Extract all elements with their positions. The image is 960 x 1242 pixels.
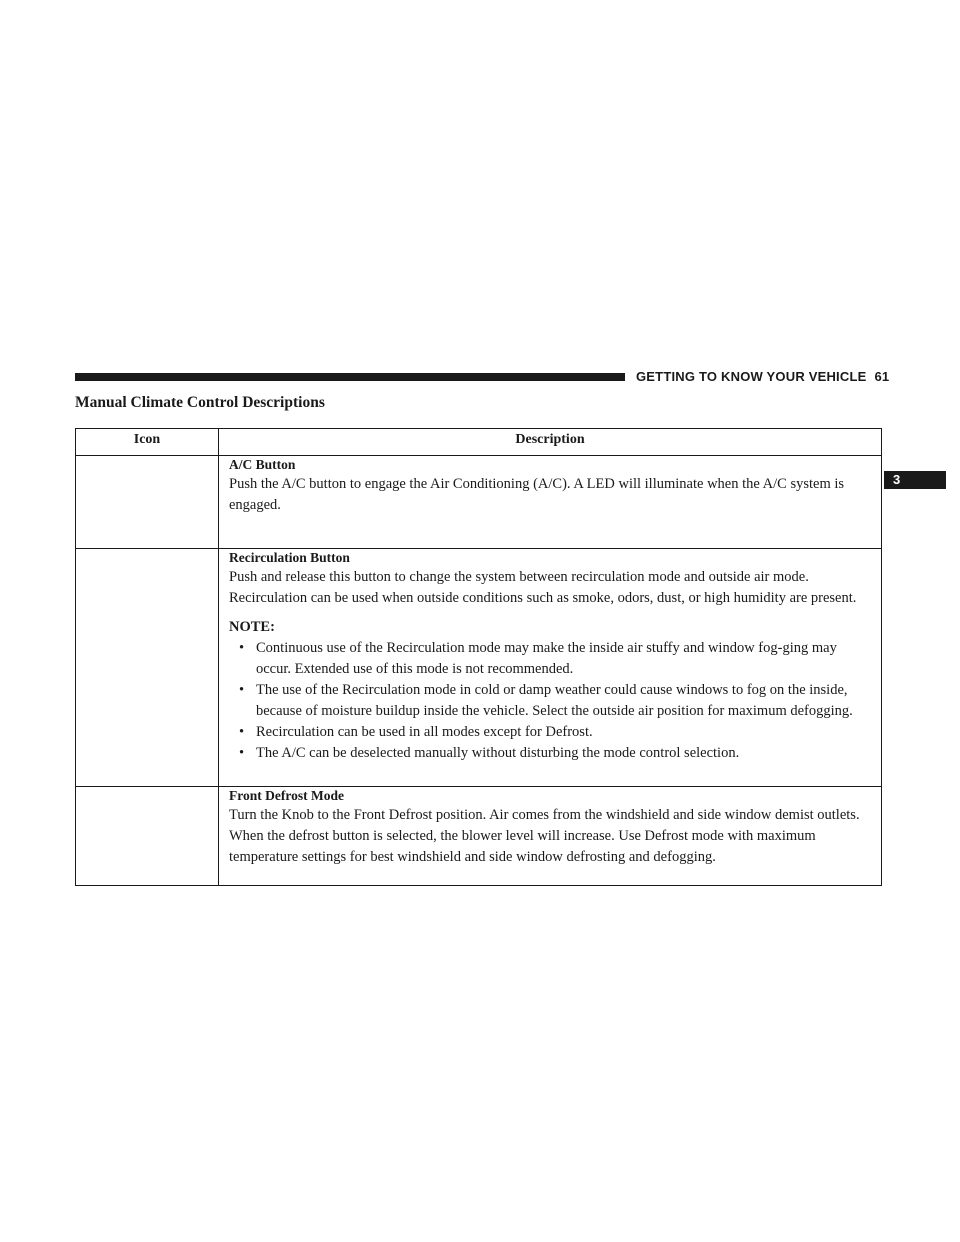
table-row-front-defrost xyxy=(76,787,882,886)
page-number: 61 xyxy=(874,369,890,384)
description-cell-ac xyxy=(219,456,882,549)
row-title-ac: A/C Button xyxy=(229,457,296,472)
description-cell-defrost xyxy=(219,787,882,886)
icon-cell-ac xyxy=(76,456,219,549)
table-header-row xyxy=(76,429,882,456)
list-item: • The A/C can be deselected manually without disturbing the mode control selection. xyxy=(229,743,873,764)
row-title-defrost: Front Defrost Mode xyxy=(229,788,344,803)
list-item: • The use of the Recirculation mode in cold or damp weather could cause windows to fog on the inside, because of moisture buildup inside the vehicle. Select the outside air position for maximum defogging. xyxy=(229,680,873,722)
section-title: Manual Climate Control Descriptions xyxy=(75,394,325,411)
table-row-ac-button xyxy=(76,456,882,549)
running-header xyxy=(636,367,889,387)
row-body-defrost: Turn the Knob to the Front Defrost position. Air comes from the windshield and side window demist outlets. When the defrost button is selected, the blower level will increase. Use Defrost mode with maximum temperature settings for best windshield and side window defrosting and defogging. xyxy=(229,807,860,865)
list-item: • Recirculation can be used in all modes except for Defrost. xyxy=(229,722,873,743)
row-body-recirculation: Push and release this button to change the system between recirculation mode and outside air mode. Recirculation can be used when outside conditions such as smoke, odors, dust, or high humidity are present. xyxy=(229,569,857,606)
climate-control-table xyxy=(75,428,882,886)
list-item: • Continuous use of the Recirculation mode may make the inside air stuffy and window fog-ging may occur. Extended use of this mode is not recommended. xyxy=(229,638,873,680)
description-cell-recirculation xyxy=(219,549,882,787)
table-row-recirculation xyxy=(76,549,882,787)
header-section-title: GETTING TO KNOW YOUR VEHICLE xyxy=(636,369,867,384)
row-body-ac: Push the A/C button to engage the Air Conditioning (A/C). A LED will illuminate when the A/C system is engaged. xyxy=(229,476,845,513)
icon-cell-defrost xyxy=(76,787,219,886)
column-header-description: Description xyxy=(219,429,882,456)
note-bullet-list xyxy=(229,638,873,764)
header-rule xyxy=(75,373,625,381)
chapter-tab: 3 xyxy=(884,471,946,489)
row-title-recirculation: Recirculation Button xyxy=(229,550,350,565)
icon-cell-recirculation xyxy=(76,549,219,787)
note-label: NOTE: xyxy=(229,619,275,635)
column-header-icon: Icon xyxy=(76,429,219,456)
